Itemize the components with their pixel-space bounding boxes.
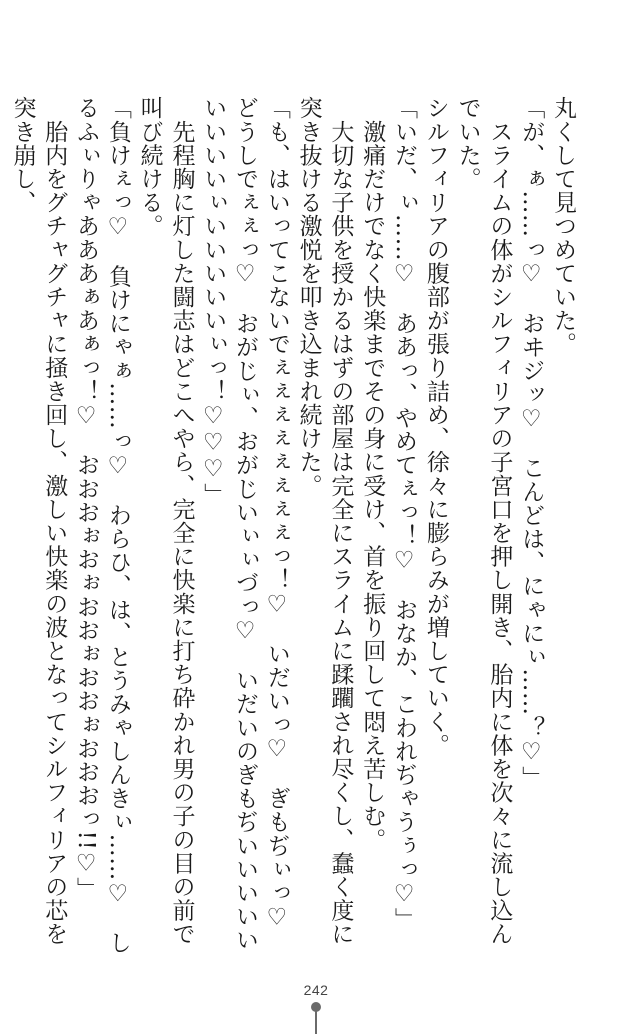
paragraph: 「負けぇっ♡ 負けにゃぁ……っ♡ わらひ、は、とうみゃしんきぃ……♡ しるふぃりゃあああぁあぁっ！♡ おおおぉおぉおおぉおおぉおおおっ!!♡」: [73, 96, 131, 955]
paragraph: 丸くして見つめていた。: [550, 96, 576, 356]
paragraph: 激痛だけでなく快楽までその身に受け、首を振り回して悶え苦しむ。: [359, 96, 386, 852]
paragraph: 大切な子供を授かるはずの部屋は完全にスライムに蹂躙され尽くし、蠢く度に突き抜ける激悦を叩き込まれ続けた。: [295, 96, 354, 946]
paragraph: シルフィリアの腹部が張り詰め、徐々に膨らみが増していく。: [422, 96, 449, 757]
page-marker-line: [315, 1010, 317, 1034]
paragraph: 「も、はいってこないでぇぇぇぇぇぇぇぇっ！♡ いだいっ♡ ぎもぢぃっ♡ どうしでぇぇっ♡ おがじぃ、おがじいぃぃづっ♡ いだいのぎもぢいいいいいいいいいぃいいいいいぃっ！♡♡♡」: [200, 96, 290, 955]
paragraph: 「いだ、ぃ……♡ ああっ、やめてぇっ！♡ おなか、こわれぢゃうぅっ♡」: [391, 96, 418, 931]
paragraph: 胎内をグチャグチャに掻き回し、激しい快楽の波となってシルフィリアの芯を突き崩し、: [9, 96, 68, 946]
paragraph: スライムの体がシルフィリアの子宮口を押し開き、胎内に体を次々に流し込んでいた。: [454, 96, 513, 946]
vertical-text-columns: [6, 96, 578, 966]
paragraph: 先程胸に灯した闘志はどこへやら、完全に快楽に打ち砕かれ男の子の目の前で叫び続ける。: [136, 96, 195, 946]
page-number: 242: [303, 982, 329, 998]
paragraph: 「が、ぁ……っ♡ おヰジッ♡ こんどは、にゃにぃ……？♡」: [518, 96, 545, 790]
body-text-block: [9, 96, 578, 966]
